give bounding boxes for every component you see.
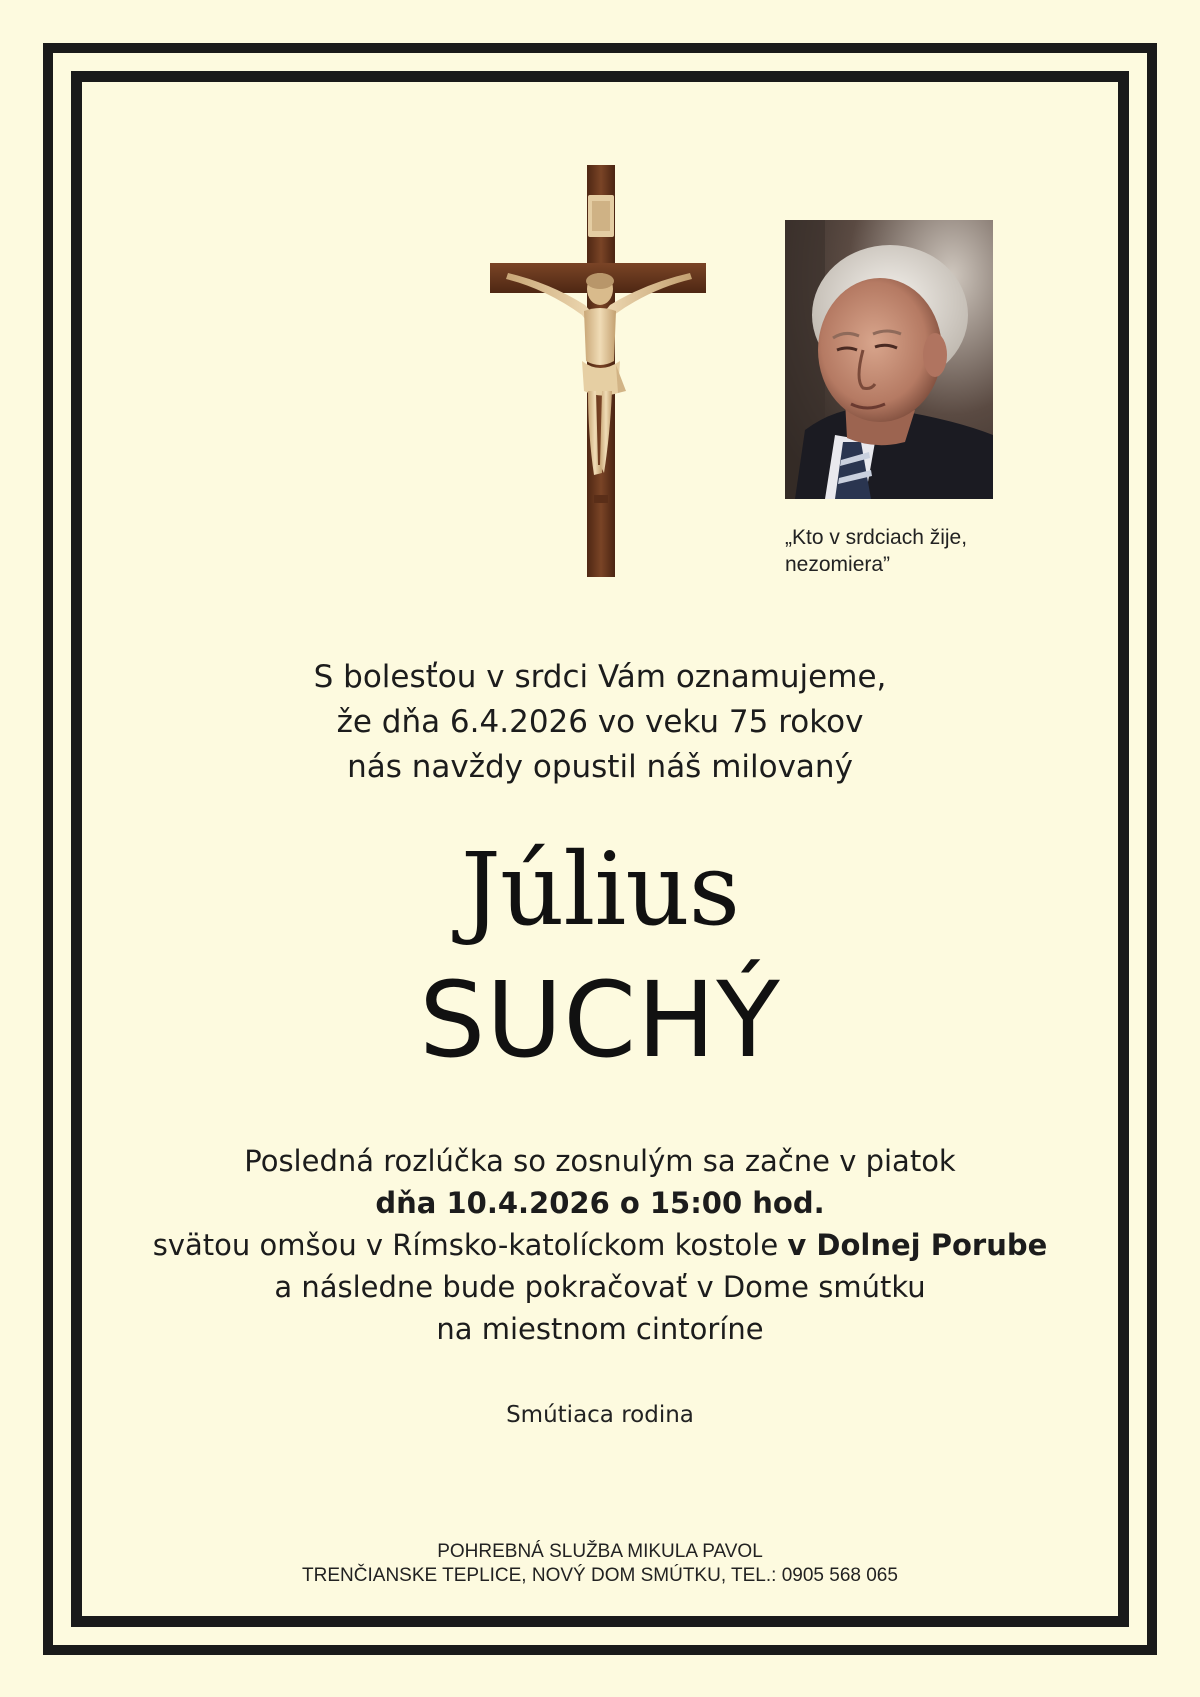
crucifix-icon — [490, 165, 710, 577]
footer-contact: TRENČIANSKE TEPLICE, NOVÝ DOM SMÚTKU, TEL.: 0905 568 065 — [302, 1565, 898, 1586]
memorial-quote: „Kto v srdciach žije, nezomiera” — [785, 526, 968, 576]
mourners-signature: Smútiaca rodina — [506, 1402, 694, 1428]
announcement-line: S bolesťou v srdci Vám oznamujeme, — [313, 659, 887, 695]
farewell-line: na miestnom cintoríne — [436, 1312, 764, 1346]
farewell-details — [90, 1140, 1110, 1350]
announcement-text — [90, 655, 1110, 790]
deceased-first-name: Július — [460, 831, 740, 948]
farewell-line — [90, 1224, 1110, 1266]
deceased-last-name: SUCHÝ — [419, 959, 781, 1081]
farewell-line: Posledná rozlúčka so zosnulým sa začne v piatok — [244, 1144, 956, 1178]
funeral-service-footer — [90, 1540, 1110, 1588]
announcement-line: nás navždy opustil náš milovaný — [347, 749, 853, 785]
footer-company: POHREBNÁ SLUŽBA MIKULA PAVOL — [437, 1541, 763, 1562]
announcement-line: že dňa 6.4.2026 vo veku 75 rokov — [336, 704, 864, 740]
farewell-place: v Dolnej Porube — [787, 1228, 1048, 1262]
farewell-church: svätou omšou v Rímsko-katolíckom kostole — [152, 1228, 788, 1262]
portrait-photo — [785, 220, 993, 499]
farewell-line: a následne bude pokračovať v Dome smútku — [274, 1270, 926, 1304]
farewell-date: dňa 10.4.2026 o 15:00 hod. — [375, 1186, 825, 1220]
